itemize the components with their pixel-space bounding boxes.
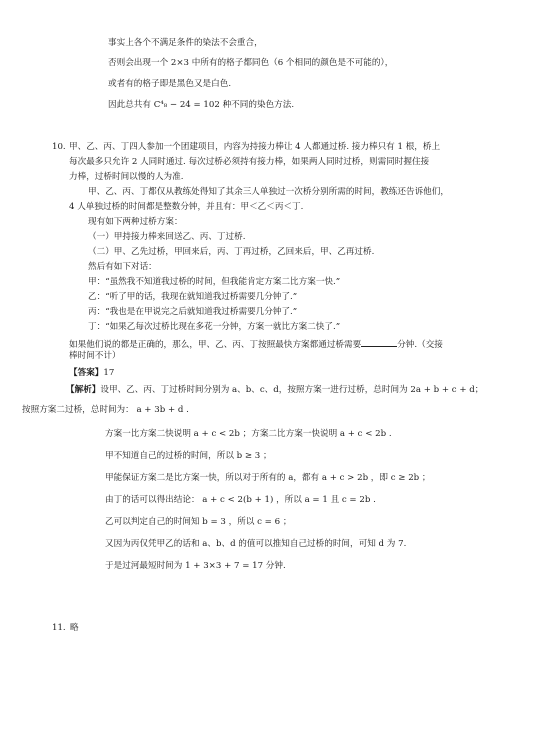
analysis-line-8: 又因为丙仅凭甲乙的话和 a、b、d 的值可以推知自己过桥的时间，可知 d 为 7.	[105, 539, 407, 549]
q11-text: 略	[70, 623, 79, 633]
q10-line-3: 力棒，过桥时间以慢的人为准.	[69, 172, 184, 182]
q10-line-1: 甲、乙、丙、丁四人参加一个团建项目，内容为持接力棒让 4 人都通过桥. 接力棒只有 1 根，桥上	[69, 142, 441, 152]
q10-line-2: 每次最多只允许 2 人同时通过. 每次过桥必须持有接力棒，如果两人同时过桥，则需同时握住接	[69, 157, 430, 167]
top-line-2: 否则会出现一个 2×3 中所有的格子都同色（6 个相同的颜色是不可能的），	[108, 58, 394, 68]
q10-question-line	[69, 338, 443, 350]
analysis-line-4: 甲不知道自己的过桥的时间，所以 b ≥ 3 ；	[105, 451, 272, 461]
q10-line-4: 甲、乙、丙、丁都仅从教练处得知了其余三人单独过一次桥分别所需的时间，教练还告诉他们，	[88, 187, 449, 197]
q10-line-6: 现有如下两种过桥方案：	[88, 217, 183, 227]
answer-label: 【答案】	[69, 368, 104, 378]
analysis-line-9: 于是过河最短时间为 1 + 3×3 + 7 = 17 分钟.	[105, 561, 286, 571]
analysis-line-3: 方案一比方案二快说明 a + c < 2b ；方案二比方案一快说明 a + c < 2b .	[105, 429, 392, 439]
q10-question-tail: 分钟.（交接	[397, 340, 443, 350]
q10-dialog-intro: 然后有如下对话：	[88, 262, 157, 272]
analysis-label: 【解析】	[66, 385, 101, 395]
q10-question-line-2: 棒时间不计）	[69, 351, 121, 361]
top-line-4: 因此总共有 C⁴₈ − 24 = 102 种不同的染色方法.	[108, 100, 295, 110]
answer-value: 17	[103, 368, 115, 378]
q10-scheme-1: （一）甲持接力棒来回送乙、丙、丁过桥.	[88, 232, 246, 242]
answer-blank	[361, 338, 397, 347]
answer-row	[69, 369, 114, 378]
analysis-line-1: 设甲、乙、丙、丁过桥时间分别为 a、b、c、d，按照方案一进行过桥，总时间为 2a + b + c + d；	[100, 385, 484, 395]
q10-line-5: 4 人单独过桥的时间都是整数分钟，并且有：甲＜乙＜丙＜丁.	[69, 202, 304, 212]
analysis-row-1	[66, 386, 483, 395]
analysis-line-7: 乙可以判定自己的时间知 b = 3 ，所以 c = 6 ；	[105, 517, 292, 527]
q10-dialog-ding: 丁：“如果乙每次过桥比现在多花一分钟，方案一就比方案二快了.”	[88, 322, 341, 332]
q10-number: 10.	[52, 142, 66, 152]
q10-dialog-bing: 丙：“我也是在甲说完之后就知道我过桥需要几分钟了.”	[88, 307, 298, 317]
q10-dialog-jia: 甲：“虽然我不知道我过桥的时间，但我能肯定方案二比方案一快.”	[88, 277, 341, 287]
top-line-1: 事实上各个不满足条件的染法不会重合，	[108, 38, 263, 48]
q11-number: 11.	[52, 623, 66, 633]
analysis-line-5: 甲能保证方案二是比方案一快，所以对于所有的 a，都有 a + c > 2b ，即 c ≥ 2b ；	[105, 473, 431, 483]
top-line-3: 或者有的格子即是黑色又是白色.	[108, 79, 232, 89]
q10-scheme-2: （二）甲、乙先过桥，甲回来后，丙、丁再过桥，乙回来后，甲、乙再过桥.	[88, 247, 375, 257]
analysis-line-6: 由丁的话可以得出结论： a + c < 2(b + 1) ，所以 a = 1 且 c = 2b .	[105, 495, 376, 505]
q10-dialog-yi: 乙：“听了甲的话，我现在就知道我过桥需要几分钟了.”	[88, 292, 298, 302]
q10-question-text: 如果他们说的都是正确的，那么，甲、乙、丙、丁按照最快方案都通过桥需要	[69, 340, 362, 350]
analysis-line-2: 按照方案二过桥，总时间为： a + 3b + d .	[22, 405, 189, 415]
